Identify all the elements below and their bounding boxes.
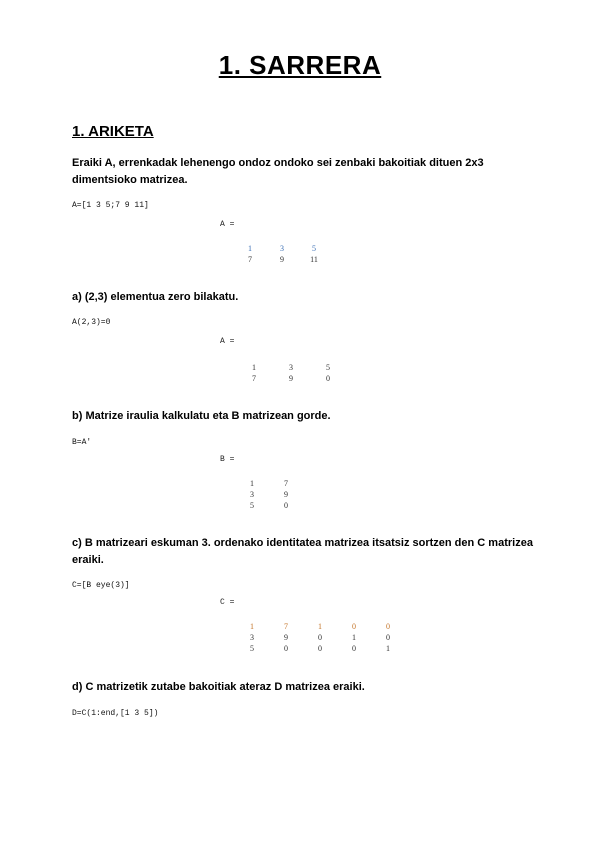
matrix-cell: 0 <box>386 633 390 642</box>
matrix-cell: 0 <box>352 644 356 653</box>
code-a: A(2,3)=0 <box>72 318 111 327</box>
matrix-cell: 7 <box>252 374 256 383</box>
code-c: C=[B eye(3)] <box>72 581 130 590</box>
task-b-text: b) Matrize iraulia kalkulatu eta B matrizean gorde. <box>72 410 331 422</box>
output-a-label: A = <box>220 337 235 346</box>
matrix-cell: 9 <box>289 374 293 383</box>
matrix-cell: 5 <box>250 501 254 510</box>
output-b-label: B = <box>220 455 235 464</box>
task-c-text: c) B matrizeari eskuman 3. ordenako identitatea matrizea itsatsiz sortzen den C matrizea eraiki. <box>72 537 533 566</box>
page-title: 1. SARRERA <box>218 50 382 80</box>
code-intro: A=[1 3 5;7 9 11] <box>72 201 149 210</box>
matrix-cell: 0 <box>318 633 322 642</box>
matrix-cell: 11 <box>310 255 318 264</box>
output-c-label: C = <box>220 598 235 607</box>
matrix-cell: 3 <box>250 490 254 499</box>
matrix-cell: 1 <box>248 244 252 253</box>
matrix-cell: 0 <box>386 622 390 631</box>
matrix-cell: 9 <box>280 255 284 264</box>
matrix-cell: 0 <box>318 644 322 653</box>
matrix-cell: 7 <box>284 622 288 631</box>
code-b: B=A' <box>72 438 92 447</box>
matrix-cell: 0 <box>326 374 330 383</box>
matrix-cell: 3 <box>289 363 293 372</box>
section-heading: 1. ARIKETA <box>72 123 154 140</box>
code-d: D=C(1:end,[1 3 5]) <box>72 709 159 718</box>
matrix-cell: 1 <box>386 644 390 653</box>
matrix-cell: 5 <box>326 363 330 372</box>
matrix-cell: 0 <box>284 644 288 653</box>
task-intro-text: Eraiki A, errenkadak lehenengo ondoz ondoko sei zenbaki bakoitiak dituen 2x3 dimentsioko matrizea. <box>72 157 484 186</box>
task-a-text: a) (2,3) elementua zero bilakatu. <box>72 291 239 303</box>
matrix-cell: 3 <box>280 244 284 253</box>
matrix-cell: 1 <box>352 633 356 642</box>
matrix-cell: 3 <box>250 633 254 642</box>
task-d-text: d) C matrizetik zutabe bakoitiak ateraz D matrizea eraiki. <box>72 681 365 693</box>
matrix-cell: 9 <box>284 490 288 499</box>
matrix-cell: 5 <box>312 244 316 253</box>
matrix-cell: 1 <box>318 622 322 631</box>
matrix-cell: 9 <box>284 633 288 642</box>
matrix-cell: 1 <box>250 622 254 631</box>
matrix-cell: 0 <box>284 501 288 510</box>
matrix-cell: 7 <box>248 255 252 264</box>
matrix-cell: 1 <box>250 479 254 488</box>
matrix-cell: 1 <box>252 363 256 372</box>
matrix-cell: 7 <box>284 479 288 488</box>
matrix-cell: 5 <box>250 644 254 653</box>
output-intro-label: A = <box>220 220 235 229</box>
matrix-cell: 0 <box>352 622 356 631</box>
